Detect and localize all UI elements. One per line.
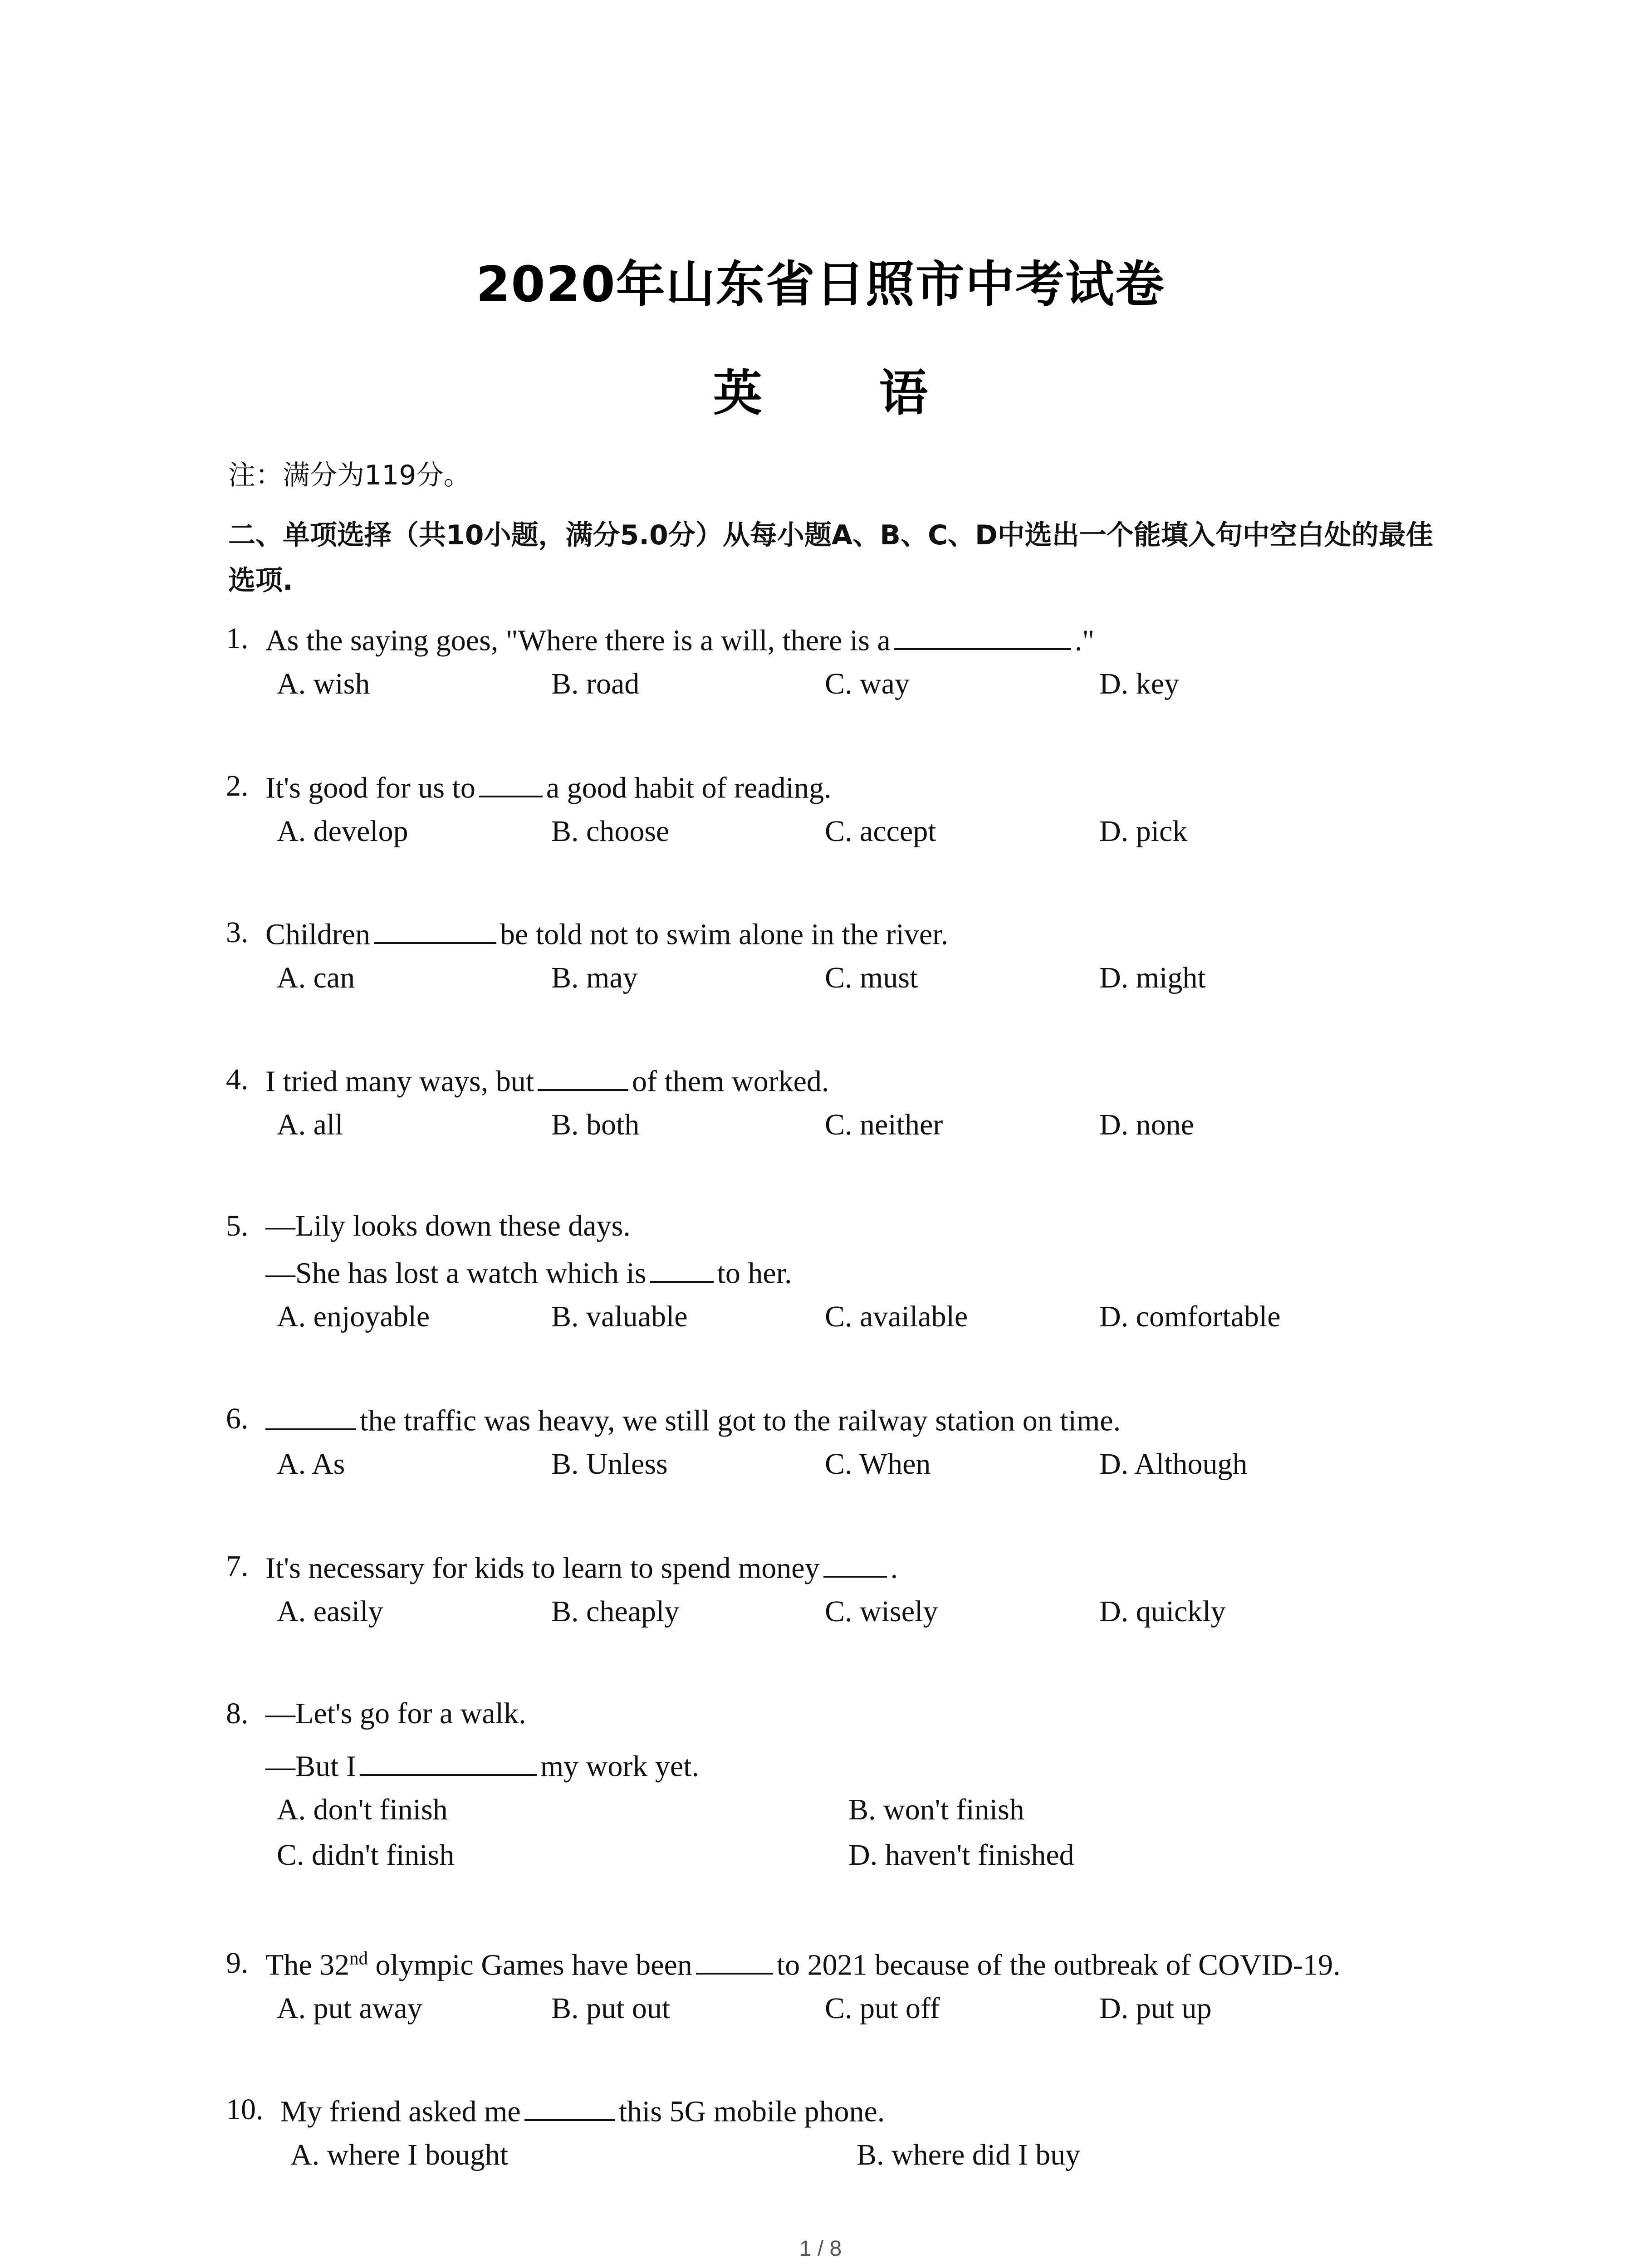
option-d: D. haven't finished <box>848 1838 1074 1872</box>
option-d: D. key <box>1099 667 1179 700</box>
question-stem: Children be told not to swim alone in the river. <box>265 915 948 952</box>
question-number: 1. <box>226 622 249 655</box>
option-b: B. won't finish <box>848 1793 1024 1826</box>
option-c: C. available <box>825 1300 968 1333</box>
answer-blank <box>479 769 543 797</box>
option-d: D. pick <box>1099 815 1188 848</box>
option-b: B. cheaply <box>551 1595 680 1628</box>
option-d: D. Although <box>1099 1447 1248 1481</box>
option-a: A. all <box>277 1108 343 1141</box>
option-a: A. wish <box>277 667 370 700</box>
option-b: B. road <box>551 667 640 700</box>
question-number: 8. <box>226 1697 249 1730</box>
option-d: D. put up <box>1099 1992 1212 2025</box>
option-a: A. develop <box>277 815 408 848</box>
subject-title: 英 语 <box>713 365 978 422</box>
question-number: 7. <box>226 1549 249 1583</box>
option-a: A. enjoyable <box>277 1300 430 1333</box>
option-a: A. put away <box>277 1992 422 2025</box>
option-d: D. none <box>1099 1108 1194 1141</box>
question-stem: The 32nd olympic Games have been to 2021 because of the outbreak of COVID-19. <box>265 1946 1340 1982</box>
option-d: D. quickly <box>1099 1595 1226 1628</box>
option-c: C. wisely <box>825 1595 938 1628</box>
page-number: 1 / 8 <box>799 2237 842 2261</box>
question-stem: —But I my work yet. <box>265 1747 699 1784</box>
option-b: B. Unless <box>551 1447 668 1481</box>
answer-blank <box>524 2092 615 2121</box>
option-c: C. accept <box>825 815 936 848</box>
answer-blank <box>823 1549 887 1578</box>
question-stem: —She has lost a watch which is to her. <box>265 1254 792 1290</box>
score-note: 注：满分为119分。 <box>228 459 471 491</box>
option-b: B. choose <box>551 815 670 848</box>
question-number: 5. <box>226 1209 249 1242</box>
option-b: B. both <box>551 1108 640 1141</box>
answer-blank <box>374 915 496 944</box>
option-c: C. When <box>825 1447 931 1481</box>
question-stem: It's good for us to a good habit of reading. <box>265 769 832 805</box>
question-stem: My friend asked me this 5G mobile phone. <box>280 2092 885 2129</box>
question-number: 4. <box>226 1063 249 1096</box>
answer-blank <box>696 1946 773 1975</box>
dialogue-line: —Let's go for a walk. <box>265 1697 526 1730</box>
question-stem: As the saying goes, "Where there is a will, there is a ." <box>265 621 1094 658</box>
option-a: A. As <box>277 1447 345 1481</box>
option-a: A. don't finish <box>277 1793 448 1826</box>
ordinal-suffix: nd <box>349 1948 368 1969</box>
question-number: 6. <box>226 1402 249 1435</box>
question-stem: It's necessary for kids to learn to spend money . <box>265 1549 898 1585</box>
option-b: B. may <box>551 961 638 994</box>
option-b: B. valuable <box>551 1300 688 1333</box>
answer-blank <box>360 1747 537 1776</box>
option-a: A. can <box>277 961 355 994</box>
option-c: C. put off <box>825 1992 940 2025</box>
option-d: D. comfortable <box>1099 1300 1281 1333</box>
dialogue-line: —Lily looks down these days. <box>265 1209 631 1242</box>
exam-title: 2020年山东省日照市中考试卷 <box>476 256 1165 313</box>
question-number: 3. <box>226 916 249 949</box>
option-b: B. put out <box>551 1992 671 2025</box>
option-d: D. might <box>1099 961 1206 994</box>
option-c: C. must <box>825 961 918 994</box>
section-heading: 二、单项选择（共10小题，满分5.0分）从每小题A、B、C、D中选出一个能填入句中空白处的最佳选项. <box>228 519 1433 596</box>
option-b: B. where did I buy <box>857 2138 1081 2171</box>
option-a: A. easily <box>277 1595 383 1628</box>
question-number: 10. <box>226 2093 264 2126</box>
option-c: C. neither <box>825 1108 943 1141</box>
option-a: A. where I bought <box>290 2138 509 2171</box>
answer-blank <box>894 621 1071 650</box>
option-c: C. didn't finish <box>277 1838 455 1872</box>
question-number: 9. <box>226 1946 249 1980</box>
answer-blank <box>538 1062 628 1091</box>
question-stem: the traffic was heavy, we still got to the railway station on time. <box>265 1402 1121 1438</box>
answer-blank <box>650 1254 714 1283</box>
answer-blank <box>265 1402 356 1430</box>
question-number: 2. <box>226 769 249 802</box>
option-c: C. way <box>825 667 910 700</box>
question-stem: I tried many ways, but of them worked. <box>265 1062 829 1099</box>
